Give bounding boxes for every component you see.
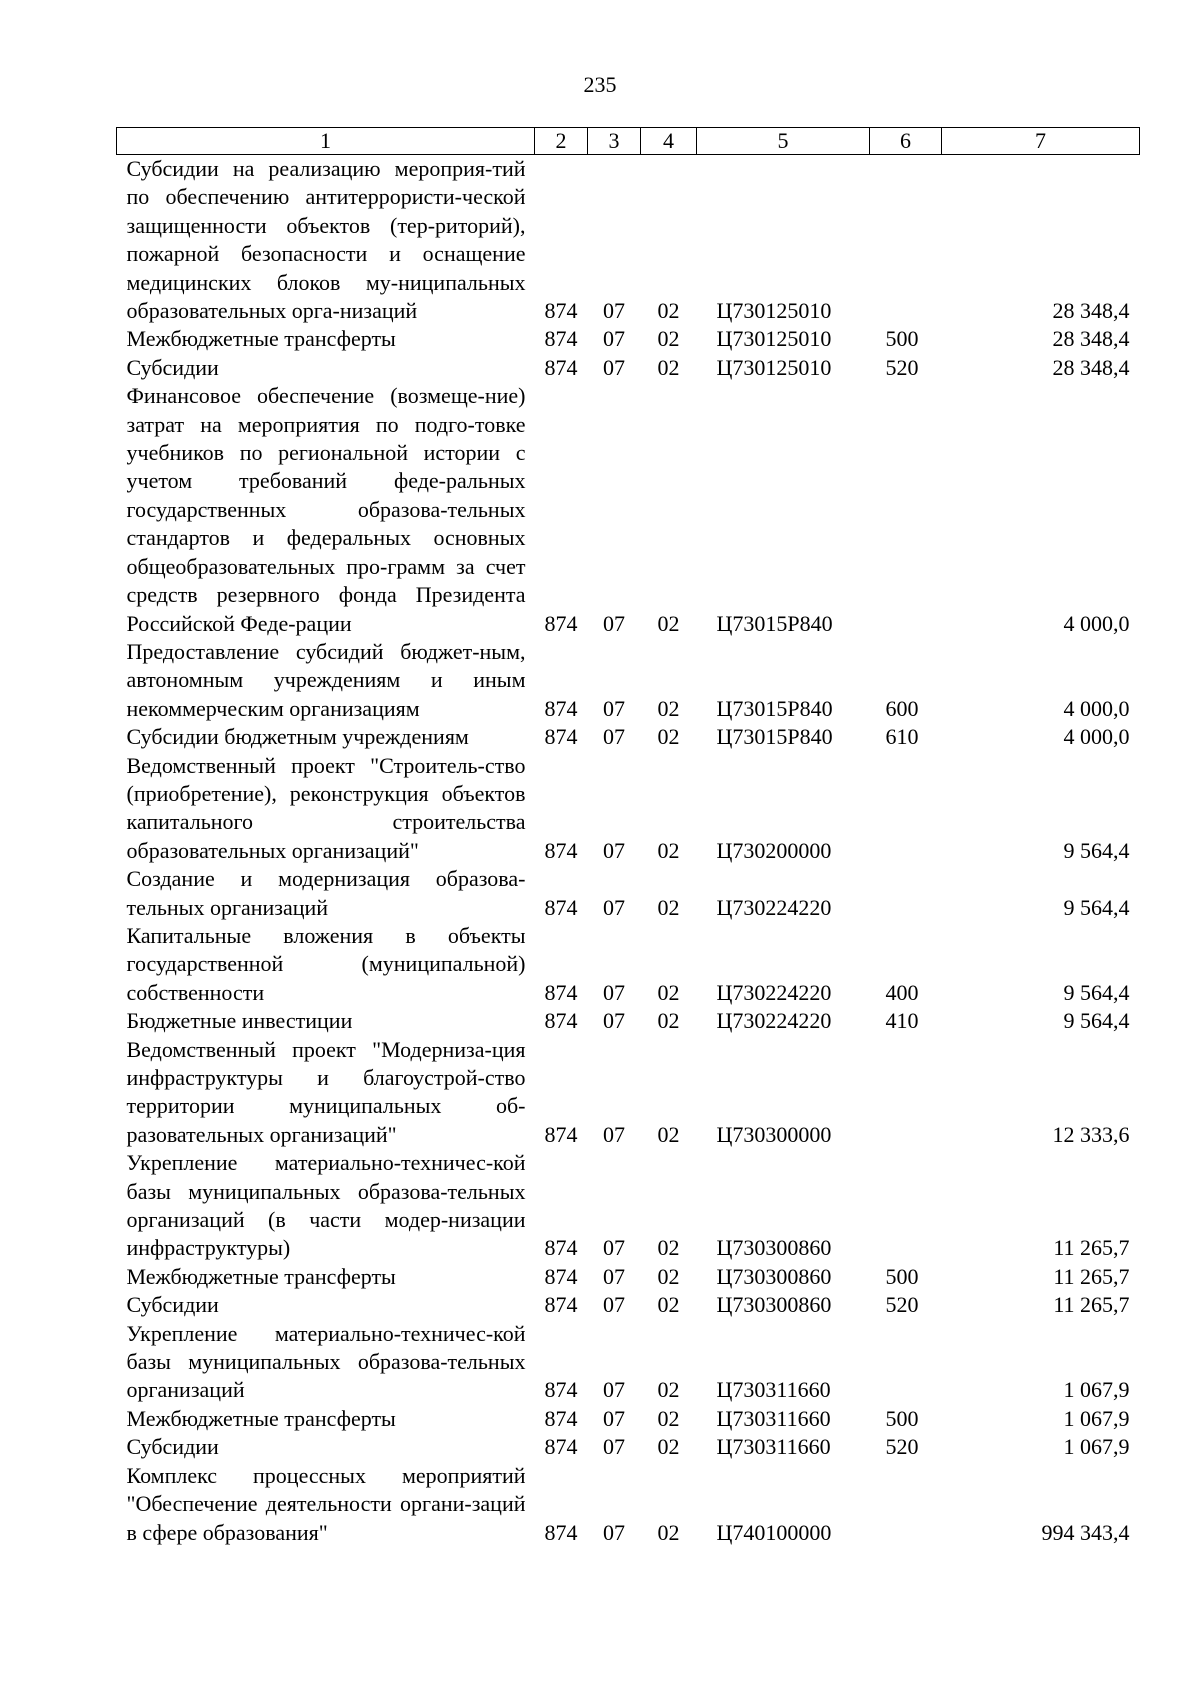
cell-expense-type [870,1036,942,1150]
cell-expense-type: 520 [885,1434,919,1460]
cell-grbs: 874 [544,326,578,352]
cell-name: Капитальные вложения в объекты государственной (муниципальной) собственности [126,922,526,1005]
cell-amount: 12 333,6 [1052,1121,1130,1147]
cell-expense-type: 520 [885,354,919,380]
cell-section: 07 [603,1292,625,1318]
cell-grbs: 874 [544,1121,578,1147]
cell-section: 07 [603,724,625,750]
cell-amount: 11 265,7 [1053,1292,1130,1318]
cell-target-article: Ц730125010 [716,326,832,352]
cell-section: 07 [603,1377,625,1403]
cell-expense-type [870,382,942,638]
cell-target-article: Ц730224220 [716,894,832,920]
cell-subsection: 02 [657,1292,680,1318]
cell-name: Субсидии на реализацию мероприя-тий по обеспечению антитеррористи-ческой защищенности объектов (тер-риторий), пожарной безопасности и оснащение медицинских блоков му-ниципальных образовательных орга-низаций [126,156,526,324]
cell-amount: 4 000,0 [1063,610,1130,636]
cell-amount: 11 265,7 [1053,1235,1130,1261]
cell-target-article: Ц730200000 [716,837,832,863]
cell-amount: 28 348,4 [1052,326,1130,352]
cell-subsection: 02 [657,1434,680,1460]
cell-grbs: 874 [544,724,578,750]
cell-section: 07 [603,695,625,721]
table-row [117,1263,1140,1291]
cell-name: Ведомственный проект "Строитель-ство (приобретение), реконструкция объектов капитального строительства образовательных организаций" [126,752,526,863]
cell-expense-type: 610 [885,724,919,750]
cell-expense-type [870,1320,942,1405]
cell-name: Межбюджетные трансферты [126,1405,396,1431]
table-row [117,1036,1140,1150]
cell-section: 07 [603,1434,625,1460]
cell-section: 07 [603,1519,625,1545]
cell-target-article: Ц73015Р840 [716,724,833,750]
cell-target-article: Ц73015Р840 [716,610,833,636]
cell-expense-type [870,865,942,922]
cell-subsection: 02 [657,1405,680,1431]
table-row [117,723,1140,751]
cell-target-article: Ц730125010 [716,298,832,324]
cell-amount: 11 265,7 [1053,1263,1130,1289]
cell-name: Межбюджетные трансферты [126,326,396,352]
cell-subsection: 02 [657,1377,680,1403]
cell-grbs: 874 [544,894,578,920]
cell-amount: 1 067,9 [1063,1405,1130,1431]
table-body [117,155,1140,1547]
cell-name: Субсидии [126,354,219,380]
cell-grbs: 874 [544,610,578,636]
cell-grbs: 874 [544,1235,578,1261]
table-row [117,325,1140,353]
cell-target-article: Ц740100000 [716,1519,832,1545]
table-row [117,922,1140,1007]
table-row [117,1405,1140,1433]
column-header-4: 4 [641,128,697,155]
cell-expense-type: 520 [885,1292,919,1318]
cell-name: Субсидии бюджетным учреждениям [126,724,469,750]
cell-target-article: Ц730311660 [716,1434,831,1460]
page-number: 235 [583,72,617,97]
cell-expense-type: 500 [885,1263,919,1289]
column-header-2: 2 [535,128,588,155]
cell-target-article: Ц730311660 [716,1377,831,1403]
table-row [117,155,1140,326]
cell-subsection: 02 [657,298,680,324]
cell-expense-type [870,1149,942,1263]
cell-amount: 994 343,4 [1041,1519,1130,1545]
cell-section: 07 [603,1235,625,1261]
cell-section: 07 [603,979,625,1005]
cell-name: Комплекс процессных мероприятий "Обеспечение деятельности органи-заций в сфере образования" [126,1462,526,1545]
cell-name: Финансовое обеспечение (возмеще-ние) затрат на мероприятия по подго-товке учебников по региональной истории с учетом требований феде-ральных государственных образова-тельных стандартов и федеральных основных общеобразовательных про-грамм за счет средств резервного фонда Президента Российской Феде-рации [126,383,526,636]
cell-name: Создание и модернизация образова-тельных организаций [126,866,526,920]
cell-expense-type [870,155,942,326]
cell-subsection: 02 [657,1519,680,1545]
cell-section: 07 [603,354,625,380]
cell-name: Межбюджетные трансферты [126,1263,396,1289]
cell-section: 07 [603,837,625,863]
cell-name: Предоставление субсидий бюджет-ным, автономным учреждениям и иным некоммерческим организациям [126,638,526,721]
cell-amount: 9 564,4 [1063,837,1130,863]
cell-expense-type: 500 [885,1405,919,1431]
cell-expense-type [870,1462,942,1547]
cell-name: Укрепление материально-техничес-кой базы муниципальных образова-тельных организаций [126,1320,526,1403]
cell-subsection: 02 [657,326,680,352]
cell-grbs: 874 [544,1405,578,1431]
cell-amount: 1 067,9 [1063,1434,1130,1460]
cell-target-article: Ц730125010 [716,354,832,380]
cell-subsection: 02 [657,837,680,863]
column-header-5: 5 [697,128,870,155]
table-row [117,1462,1140,1547]
cell-name: Субсидии [126,1292,219,1318]
cell-grbs: 874 [544,837,578,863]
cell-section: 07 [603,894,625,920]
cell-section: 07 [603,1263,625,1289]
cell-name: Субсидии [126,1434,219,1460]
cell-grbs: 874 [544,298,578,324]
table-row [117,354,1140,382]
cell-section: 07 [603,1008,625,1034]
cell-subsection: 02 [657,354,680,380]
cell-expense-type [870,752,942,866]
column-header-3: 3 [588,128,641,155]
cell-subsection: 02 [657,724,680,750]
table-row [117,752,1140,866]
cell-expense-type: 400 [885,979,919,1005]
cell-grbs: 874 [544,979,578,1005]
cell-section: 07 [603,326,625,352]
cell-target-article: Ц730300860 [716,1263,832,1289]
column-header-7: 7 [942,128,1140,155]
cell-expense-type: 600 [885,695,919,721]
cell-amount: 9 564,4 [1063,894,1130,920]
cell-grbs: 874 [544,1519,578,1545]
cell-subsection: 02 [657,1235,680,1261]
table-row [117,1149,1140,1263]
cell-grbs: 874 [544,1377,578,1403]
cell-name: Укрепление материально-техничес-кой базы муниципальных образова-тельных организаций (в части модер-низации инфраструктуры) [126,1150,526,1261]
cell-amount: 1 067,9 [1063,1377,1130,1403]
cell-target-article: Ц730224220 [716,979,832,1005]
cell-name: Ведомственный проект "Модерниза-ция инфраструктуры и благоустрой-ство территории муниципальных об-разовательных организаций" [126,1036,526,1147]
cell-grbs: 874 [544,1292,578,1318]
table-row [117,1433,1140,1461]
cell-section: 07 [603,298,625,324]
cell-subsection: 02 [657,1263,680,1289]
cell-target-article: Ц730300860 [716,1292,832,1318]
cell-target-article: Ц730311660 [716,1405,831,1431]
cell-target-article: Ц73015Р840 [716,695,833,721]
cell-section: 07 [603,1405,625,1431]
cell-target-article: Ц730224220 [716,1008,832,1034]
cell-amount: 4 000,0 [1063,724,1130,750]
cell-section: 07 [603,610,625,636]
column-header-6: 6 [870,128,942,155]
table-header-row [117,128,1140,155]
cell-grbs: 874 [544,1263,578,1289]
cell-grbs: 874 [544,1434,578,1460]
cell-target-article: Ц730300000 [716,1121,832,1147]
cell-amount: 4 000,0 [1063,695,1130,721]
table-row [117,382,1140,638]
cell-subsection: 02 [657,1121,680,1147]
table-row [117,638,1140,723]
budget-table [116,127,1140,1547]
cell-subsection: 02 [657,695,680,721]
column-header-1: 1 [117,128,535,155]
cell-name: Бюджетные инвестиции [126,1008,353,1034]
cell-subsection: 02 [657,610,680,636]
cell-grbs: 874 [544,1008,578,1034]
cell-expense-type: 500 [885,326,919,352]
cell-amount: 9 564,4 [1063,979,1130,1005]
cell-expense-type: 410 [885,1008,919,1034]
table-row [117,1007,1140,1035]
cell-amount: 28 348,4 [1052,354,1130,380]
cell-target-article: Ц730300860 [716,1235,832,1261]
cell-subsection: 02 [657,894,680,920]
cell-subsection: 02 [657,1008,680,1034]
table-row [117,1320,1140,1405]
table-row [117,865,1140,922]
cell-grbs: 874 [544,354,578,380]
cell-grbs: 874 [544,695,578,721]
cell-subsection: 02 [657,979,680,1005]
cell-section: 07 [603,1121,625,1147]
cell-amount: 9 564,4 [1063,1008,1130,1034]
table-row [117,1291,1140,1319]
cell-amount: 28 348,4 [1052,298,1130,324]
